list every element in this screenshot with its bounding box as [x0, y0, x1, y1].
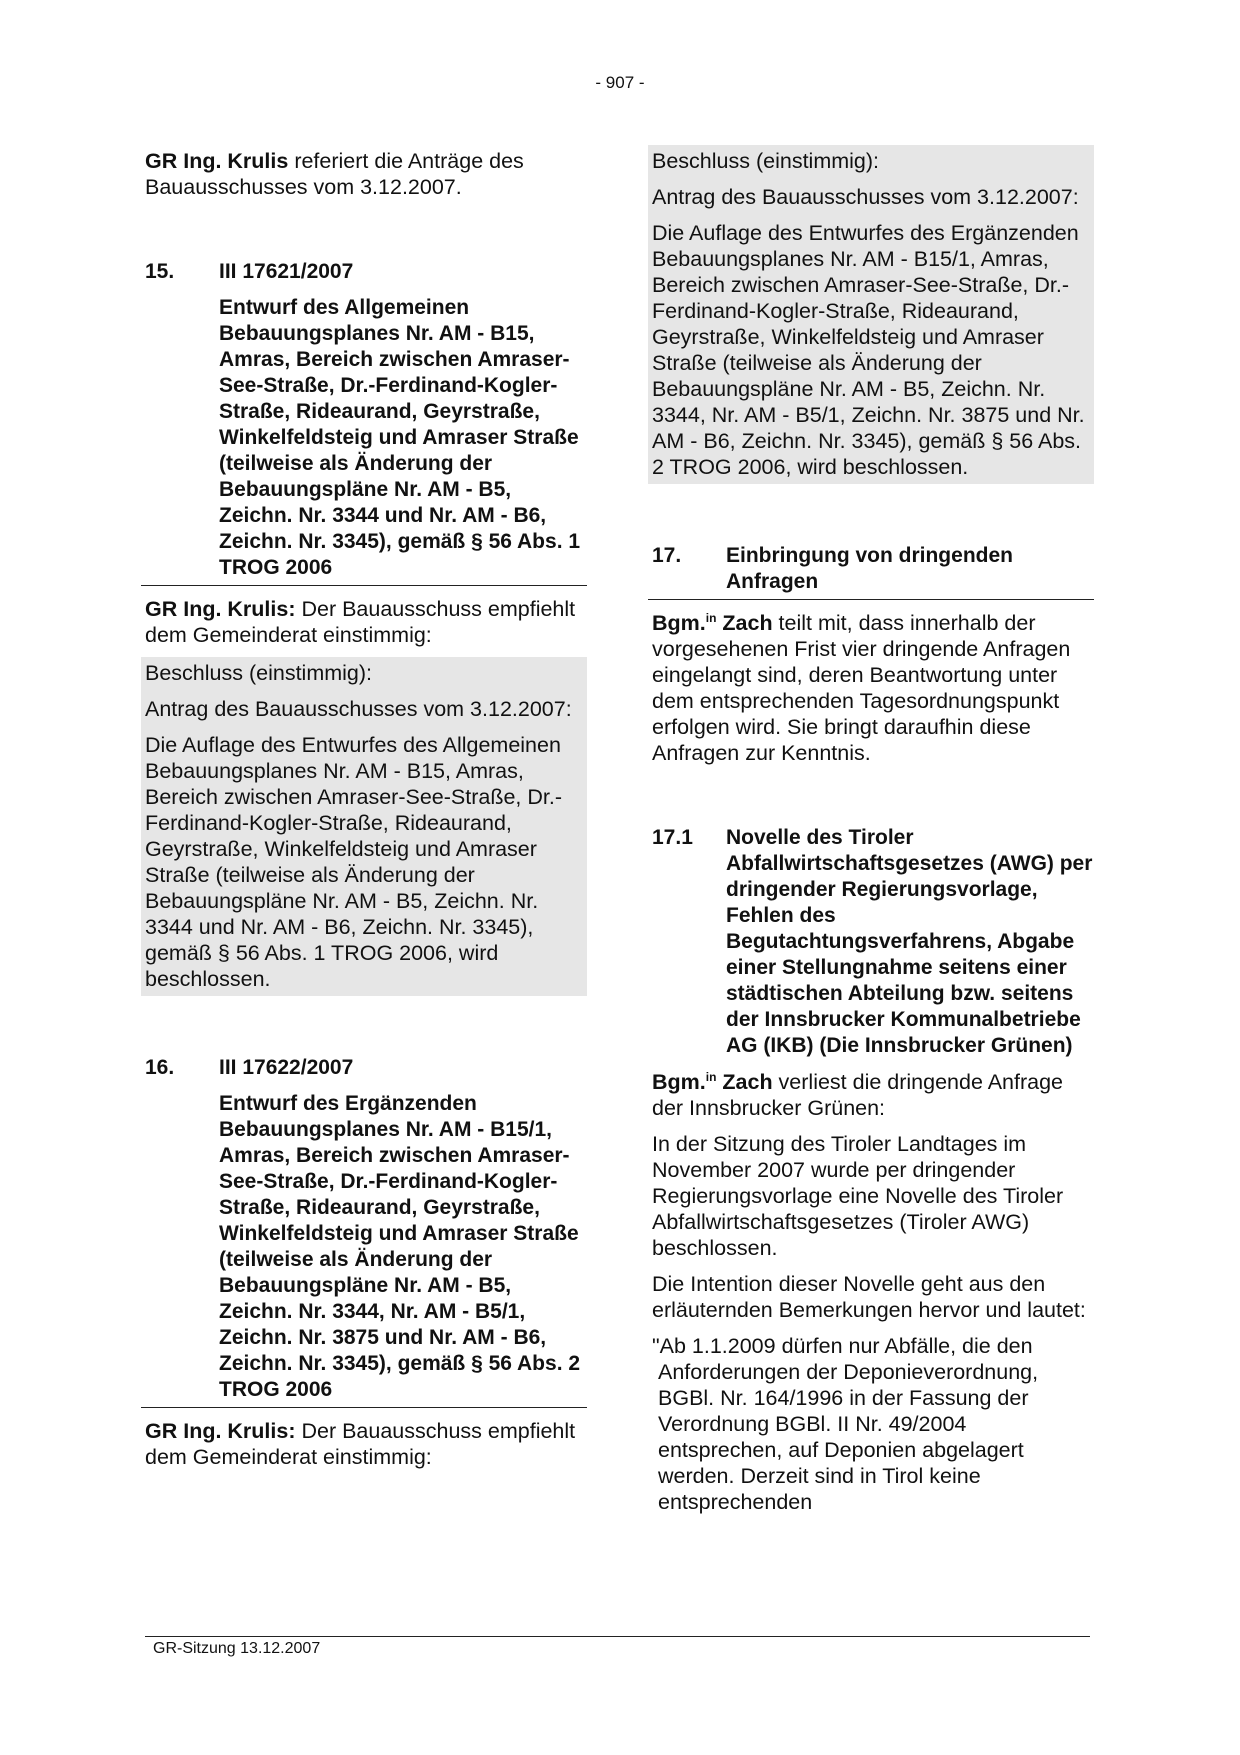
speaker-title-sup: in [705, 610, 717, 625]
footer-divider [145, 1636, 1090, 1637]
speaker-name [652, 611, 773, 635]
agenda-item-17-1 [652, 825, 1094, 1515]
divider [141, 1407, 587, 1408]
resolution-box [141, 657, 587, 996]
item-heading [652, 543, 1094, 595]
mayor-statement [652, 1069, 1094, 1121]
divider [648, 599, 1094, 600]
speaker-surname: Zach [716, 1070, 773, 1094]
statement-text: verliest die dringende Anfrage der Innsbrucker Grünen: [652, 1070, 1064, 1120]
recommendation-text: Der Bauausschuss empfiehlt dem Gemeinderat einstimmig: [145, 597, 576, 647]
committee-recommendation [145, 596, 587, 648]
item-heading [145, 1055, 587, 1081]
inquiry-quote: "Ab 1.1.2009 dürfen nur Abfälle, die den Anforderungen der Deponieverordnung, BGBl. Nr. 164/1996 in der Fassung der Verordnung BGBl. II Nr. 49/2004 entsprechen, auf Deponien abgelagert werden. Derzeit sind in Tirol keine entsprechenden [652, 1334, 1039, 1514]
speaker-title-sup: in [705, 1069, 717, 1084]
speaker-name: GR Ing. Krulis: [145, 1419, 296, 1443]
resolution-box [648, 145, 1094, 484]
item-title: Novelle des Tiroler Abfallwirtschaftsgesetzes (AWG) per dringender Regierungsvorlage, Fehlen des Begutachtungsverfahrens, Abgabe einer Stellungnahme seitens einer städtischen Abteilung bzw. seitens der Innsbrucker Kommunalbetriebe AG (IKB) (Die Innsbrucker Grünen) [726, 826, 1093, 1057]
left-column [145, 145, 587, 1470]
page-number: - 907 - [595, 73, 645, 92]
inquiry-paragraph-1: In der Sitzung des Tiroler Landtages im November 2007 wurde per dringender Regierungsvorlage eine Novelle des Tiroler Abfallwirtschaftsgesetzes (Tiroler AWG) beschlossen. [652, 1132, 1064, 1260]
resolution-text: Die Auflage des Entwurfes des Allgemeinen Bebauungsplanes Nr. AM - B15, Amras, Bereich zwischen Amraser-See-Straße, Dr.-Ferdinand-Kogler-Straße, Rideaurand, Geyrstraße, Winkelfeldsteig und Amraser Straße (teilweise als Änderung der Bebauungspläne Nr. AM - B5, Zeichn. Nr. 3344 und Nr. AM - B6, Zeichn. Nr. 3345), gemäß § 56 Abs. 1 TROG 2006, wird beschlossen. [145, 733, 562, 991]
item-number: 16. [145, 1056, 175, 1079]
speaker-surname: Zach [716, 611, 773, 635]
footer-text: GR-Sitzung 13.12.2007 [153, 1640, 321, 1657]
speaker-name: GR Ing. Krulis: [145, 597, 296, 621]
speaker-name: GR Ing. Krulis [145, 149, 289, 173]
resolution-label: Beschluss (einstimmig): [652, 149, 879, 173]
recommendation-text: Der Bauausschuss empfiehlt dem Gemeinderat einstimmig: [145, 1419, 576, 1469]
resolution-text: Die Auflage des Entwurfes des Ergänzenden Bebauungsplanes Nr. AM - B15/1, Amras, Bereich zwischen Amraser-See-Straße, Dr.-Ferdinand-Kogler-Straße, Rideaurand, Geyrstraße, Winkelfeldsteig und Amraser Straße (teilweise als Änderung der Bebauungspläne Nr. AM - B5, Zeichn. Nr. 3344, Nr. AM - B5/1, Zeichn. Nr. 3875 und Nr. AM - B6, Zeichn. Nr. 3345), gemäß § 56 Abs. 2 TROG 2006, wird beschlossen. [652, 221, 1085, 479]
intro-text: referiert die Anträge des Bauausschusses vom 3.12.2007. [145, 149, 524, 199]
item-reference: III 17621/2007 [219, 260, 354, 283]
item-heading [145, 259, 587, 285]
item-title: Einbringung von dringenden Anfragen [726, 544, 1013, 593]
item-number: 17.1 [652, 826, 693, 849]
speaker-name [652, 1070, 773, 1094]
item-number: 15. [145, 260, 175, 283]
inquiry-paragraph-2: Die Intention dieser Novelle geht aus den erläuternden Bemerkungen hervor und lautet: [652, 1272, 1086, 1322]
item-reference: III 17622/2007 [219, 1056, 354, 1079]
speaker-title: Bgm. [652, 1070, 706, 1094]
resolution-label: Beschluss (einstimmig): [145, 661, 372, 685]
divider [141, 585, 587, 586]
statement-text: teilt mit, dass innerhalb der vorgesehenen Frist vier dringende Anfragen eingelangt sind, deren Beantwortung unter dem entsprechenden Tagesordnungspunkt erfolgen wird. Sie bringt daraufhin diese Anfragen zur Kenntnis. [652, 611, 1071, 765]
speaker-title: Bgm. [652, 611, 706, 635]
intro-paragraph [145, 148, 587, 200]
motion-label: Antrag des Bauausschusses vom 3.12.2007: [652, 185, 1079, 209]
committee-recommendation [145, 1418, 587, 1470]
agenda-item-17 [652, 543, 1094, 766]
agenda-item-16 [145, 1055, 587, 1470]
agenda-item-15 [145, 259, 587, 996]
item-title: Entwurf des Ergänzenden Bebauungsplanes Nr. AM - B15/1, Amras, Bereich zwischen Amraser-See-Straße, Dr.-Ferdinand-Kogler-Straße, Rideaurand, Geyrstraße, Winkelfeldsteig und Amraser Straße (teilweise als Änderung der Bebauungspläne Nr. AM - B5, Zeichn. Nr. 3344, Nr. AM - B5/1, Zeichn. Nr. 3875 und Nr. AM - B6, Zeichn. Nr. 3345), gemäß § 56 Abs. 2 TROG 2006 [219, 1092, 581, 1401]
right-column [652, 145, 1094, 1515]
mayor-statement [652, 610, 1094, 766]
motion-label: Antrag des Bauausschusses vom 3.12.2007: [145, 697, 572, 721]
item-title: Entwurf des Allgemeinen Bebauungsplanes Nr. AM - B15, Amras, Bereich zwischen Amraser-See-Straße, Dr.-Ferdinand-Kogler-Straße, Rideaurand, Geyrstraße, Winkelfeldsteig und Amraser Straße (teilweise als Änderung der Bebauungspläne Nr. AM - B5, Zeichn. Nr. 3344 und Nr. AM - B6, Zeichn. Nr. 3345), gemäß § 56 Abs. 1 TROG 2006 [219, 296, 581, 579]
item-heading [652, 825, 1094, 1059]
item-number: 17. [652, 544, 682, 567]
